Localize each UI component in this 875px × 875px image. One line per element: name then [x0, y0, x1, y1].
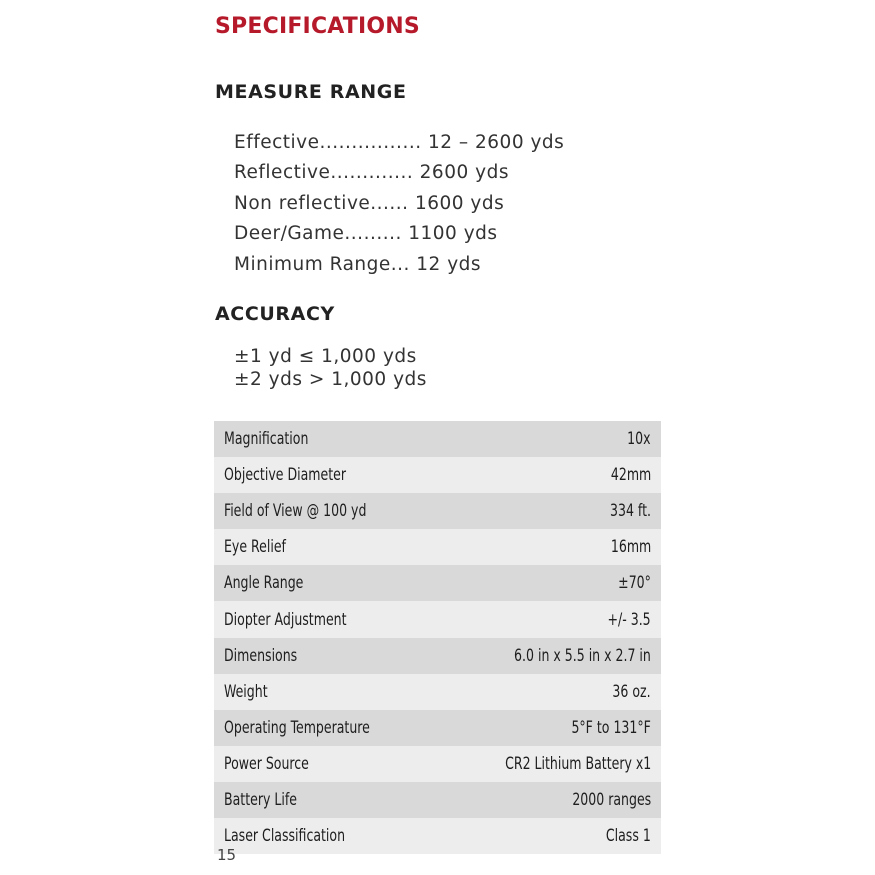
measure-range-list [234, 128, 564, 280]
measure-range-reflective: Reflective............. 2600 yds [234, 162, 509, 184]
accuracy-line-near: ±1 yd ≤ 1,000 yds [234, 346, 417, 367]
measure-range-minimum: Minimum Range... 12 yds [234, 253, 482, 275]
spec-value: 42mm [610, 465, 651, 486]
spec-row-eye-relief [214, 529, 661, 565]
spec-row-field-of-view [214, 493, 661, 529]
measure-range-non-reflective: Non reflective...... 1600 yds [234, 192, 505, 214]
spec-row-power-source [214, 746, 661, 782]
spec-row-magnification [214, 421, 661, 457]
spec-value: 10x [627, 429, 651, 450]
spec-row-dimensions [214, 638, 661, 674]
spec-value: 16mm [610, 537, 651, 558]
accuracy-line-far: ±2 yds > 1,000 yds [234, 369, 427, 390]
spec-label: Weight [224, 681, 268, 702]
page-title: SPECIFICATIONS [215, 14, 420, 39]
spec-label: Operating Temperature [224, 717, 370, 738]
spec-value: 36 oz. [612, 681, 651, 702]
spec-value: CR2 Lithium Battery x1 [504, 753, 651, 774]
measure-range-heading: MEASURE RANGE [215, 81, 407, 103]
spec-row-battery-life [214, 782, 661, 818]
spec-row-weight [214, 674, 661, 710]
spec-label: Laser Classification [224, 826, 346, 847]
accuracy-heading: ACCURACY [215, 303, 335, 325]
spec-label: Eye Relief [224, 537, 286, 558]
spec-table [214, 421, 661, 854]
spec-value: ±70° [618, 573, 651, 594]
page-number: 15 [217, 849, 237, 863]
spec-row-objective-diameter [214, 457, 661, 493]
spec-value: Class 1 [606, 826, 651, 847]
spec-value: 6.0 in x 5.5 in x 2.7 in [514, 645, 651, 666]
spec-label: Battery Life [224, 789, 297, 810]
spec-label: Power Source [224, 753, 309, 774]
spec-value: 2000 ranges [572, 789, 651, 810]
spec-row-operating-temperature [214, 710, 661, 746]
spec-row-diopter-adjustment [214, 601, 661, 637]
measure-range-deer-game: Deer/Game......... 1100 yds [234, 223, 498, 245]
accuracy-list [234, 345, 427, 391]
spec-value: 334 ft. [610, 501, 651, 522]
spec-value: 5°F to 131°F [571, 717, 651, 738]
spec-row-angle-range [214, 565, 661, 601]
spec-label: Magnification [224, 429, 309, 450]
spec-row-laser-classification [214, 818, 661, 854]
spec-label: Diopter Adjustment [224, 609, 347, 630]
spec-label: Objective Diameter [224, 465, 347, 486]
measure-range-effective: Effective................ 12 – 2600 yds [234, 132, 565, 153]
spec-value: +/- 3.5 [607, 609, 651, 630]
spec-label: Field of View @ 100 yd [224, 501, 367, 522]
spec-label: Dimensions [224, 645, 298, 666]
spec-label: Angle Range [224, 573, 304, 594]
